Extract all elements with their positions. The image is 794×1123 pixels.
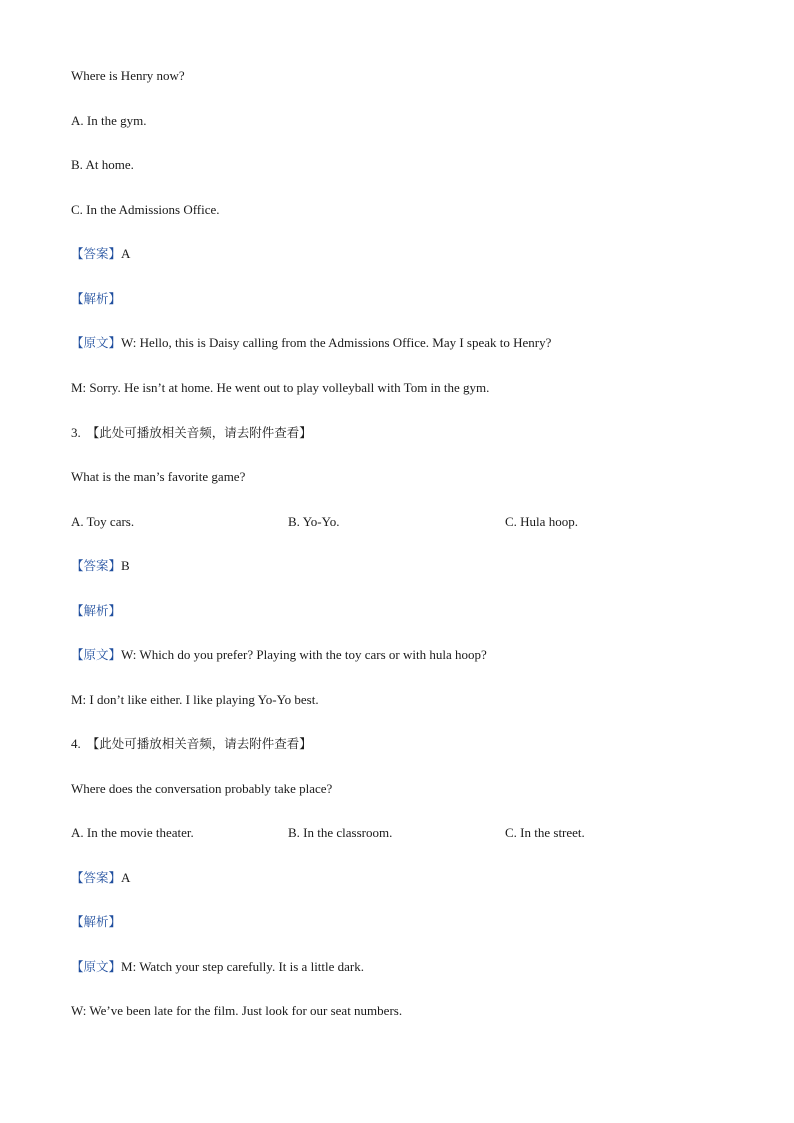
q2-option-c: C. In the Admissions Office. (71, 202, 220, 217)
q2-analysis (71, 291, 121, 307)
q2-option-b: B. At home. (71, 157, 134, 172)
q3-transcript-line-1 (71, 647, 487, 663)
analysis-tag: 【解析】 (71, 603, 122, 618)
answer-tag: 【答案】 (71, 558, 122, 573)
answer-value: A (121, 870, 131, 885)
q2-answer (71, 246, 130, 262)
q3-option-c: C. Hula hoop. (505, 514, 578, 529)
transcript-text: W: Hello, this is Daisy calling from the Admissions Office. May I speak to Henry? (121, 335, 552, 350)
q2-transcript-line-2: M: Sorry. He isn’t at home. He went out to play volleyball with Tom in the gym. (71, 380, 490, 395)
analysis-tag: 【解析】 (71, 291, 122, 306)
answer-value: B (121, 558, 130, 573)
q3-answer (71, 558, 130, 574)
q3-header (71, 425, 312, 441)
q4-answer (71, 870, 130, 886)
q3-analysis (71, 603, 121, 619)
q4-transcript-line-2: W: We’ve been late for the film. Just look for our seat numbers. (71, 1003, 403, 1018)
q4-analysis (71, 914, 121, 930)
q4-header (71, 736, 312, 752)
transcript-text: M: Watch your step carefully. It is a little dark. (121, 959, 365, 974)
q3-option-a: A. Toy cars. (71, 514, 135, 529)
question-number: 3. (71, 425, 81, 440)
analysis-tag: 【解析】 (71, 914, 122, 929)
answer-tag: 【答案】 (71, 870, 122, 885)
question-number: 4. (71, 736, 81, 751)
q4-option-b: B. In the classroom. (288, 825, 393, 840)
original-tag: 【原文】 (71, 959, 122, 974)
original-tag: 【原文】 (71, 335, 122, 350)
q4-transcript-line-1 (71, 959, 364, 975)
audio-note: 【此处可播放相关音频，请去附件查看】 (86, 425, 312, 440)
q3-question: What is the man’s favorite game? (71, 469, 246, 484)
audio-note: 【此处可播放相关音频，请去附件查看】 (86, 736, 312, 751)
original-tag: 【原文】 (71, 647, 122, 662)
q2-option-a: A. In the gym. (71, 113, 147, 128)
q2-question: Where is Henry now? (71, 68, 185, 83)
q4-option-c: C. In the street. (505, 825, 585, 840)
answer-tag: 【答案】 (71, 246, 122, 261)
q3-option-b: B. Yo-Yo. (288, 514, 340, 529)
q4-question: Where does the conversation probably take place? (71, 781, 333, 796)
q2-transcript-line-1 (71, 335, 551, 351)
q3-transcript-line-2: M: I don’t like either. I like playing Yo-Yo best. (71, 692, 319, 707)
answer-value: A (121, 246, 131, 261)
q4-option-a: A. In the movie theater. (71, 825, 194, 840)
transcript-text: W: Which do you prefer? Playing with the toy cars or with hula hoop? (121, 647, 487, 662)
